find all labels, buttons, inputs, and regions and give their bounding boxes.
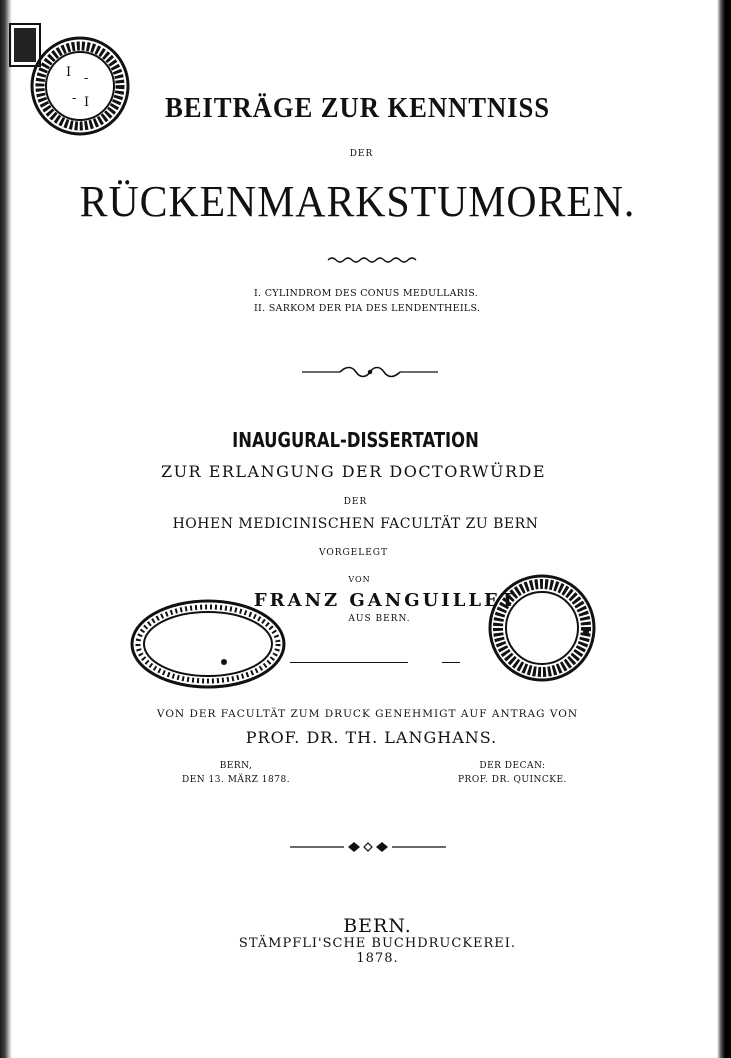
imprint-year: 1878. — [356, 951, 399, 966]
approval-note: VON DER FACULTÄT ZUM DRUCK GENEHMIGT AUF ANTRAG VON — [156, 708, 579, 720]
imprint-city: BERN. — [343, 915, 412, 937]
place-city: BERN, — [219, 761, 253, 771]
dean-title: DER DECAN: — [479, 761, 546, 771]
subtitle-item-1: I. CYLINDROM DES CONUS MEDULLARIS. — [254, 288, 479, 299]
svg-text:-: - — [72, 91, 77, 106]
svg-text:I: I — [66, 65, 72, 80]
svg-text:-: - — [84, 71, 89, 86]
faculty-name: HOHEN MEDICINISCHEN FACULTÄT ZU BERN — [172, 516, 539, 532]
round-academy-stamp — [486, 566, 598, 686]
vorgelegt-label: VORGELEGT — [319, 548, 388, 558]
dean-name: PROF. DR. QUINCKE. — [458, 775, 567, 785]
professor-name: PROF. DR. TH. LANGHANS. — [245, 728, 498, 747]
dissertation-heading: INAUGURAL-DISSERTATION — [232, 428, 479, 452]
place-date: DEN 13. MÄRZ 1878. — [182, 775, 291, 785]
rule-mid-1 — [290, 662, 408, 663]
flourish-ornament-2 — [288, 840, 448, 854]
dean-block — [458, 759, 567, 787]
imprint-printer: STÄMPFLI'SCHE BUCHDRUCKEREI. — [238, 936, 517, 951]
rule-mid-2 — [442, 662, 460, 663]
wavy-rule-ornament — [326, 256, 418, 264]
flourish-ornament-1 — [300, 364, 440, 380]
dissertation-subheading: ZUR ERLANGUNG DER DOCTORWÜRDE — [160, 462, 547, 481]
title-line-2: RÜCKENMARKSTUMOREN. — [79, 177, 636, 226]
connector-der-1: DER — [349, 149, 374, 159]
subtitle-item-2: II. SARKOM DER PIA DES LENDENTHEILS. — [254, 303, 481, 314]
connector-der-2: DER — [343, 497, 368, 507]
von-label: VON — [348, 575, 371, 584]
title-line-1: BEITRÄGE ZUR KENNTNISS — [165, 92, 550, 124]
oval-library-stamp — [128, 596, 288, 692]
place-date-block — [182, 759, 290, 787]
author-origin: AUS BERN. — [348, 614, 411, 624]
subtitle-list — [254, 286, 480, 316]
author-name: FRANZ GANGUILLET — [253, 590, 518, 611]
svg-text:I: I — [84, 95, 90, 110]
